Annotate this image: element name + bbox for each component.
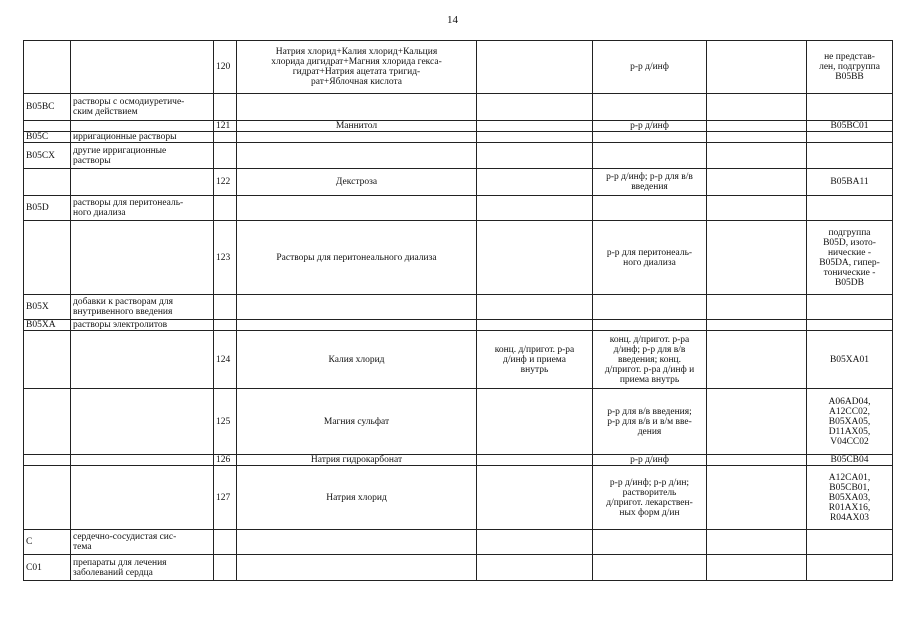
table-row: [24, 389, 893, 455]
atc-group-name-line: ским действием: [73, 107, 138, 117]
atc-group-name: [71, 41, 214, 94]
dosage-form-secondary-line: введения: [631, 182, 668, 192]
dosage-form-primary: [477, 555, 593, 581]
atc-code: [807, 221, 893, 295]
atc-group-name-line: растворы для перитонеаль-: [73, 198, 184, 208]
atc-code-line: A06AD04,: [828, 396, 871, 407]
atc-code-line: B05CB01,: [829, 482, 870, 493]
dosage-form-primary-line: конц. д/пригот. р-ра: [494, 344, 575, 355]
drug-name: [237, 196, 477, 221]
atc-code-line: B05XA01: [829, 354, 870, 365]
row-number: 126: [214, 455, 237, 466]
atc-code-line: нические -: [827, 247, 872, 258]
atc-group-code: [24, 455, 71, 466]
dosage-form-secondary: [593, 320, 707, 331]
drug-name: [237, 169, 477, 196]
atc-code-line: B05D, изото-: [823, 237, 876, 248]
drug-name: [237, 466, 477, 530]
row-number: 121: [214, 121, 237, 132]
note-cell: [707, 132, 807, 143]
note-cell: [707, 455, 807, 466]
dosage-form-primary: [477, 295, 593, 320]
drug-name: [237, 331, 477, 389]
dosage-form-primary: [477, 132, 593, 143]
dosage-form-secondary: [593, 389, 707, 455]
dosage-form-secondary: [593, 132, 707, 143]
atc-code: [807, 169, 893, 196]
dosage-form-secondary-line: р-р для в/в и в/м вве-: [607, 416, 692, 427]
atc-group-name: [71, 530, 214, 555]
dosage-form-primary: [477, 196, 593, 221]
note-cell: [707, 196, 807, 221]
atc-group-name: [71, 196, 214, 221]
atc-group-name: [71, 455, 214, 466]
atc-code: [807, 530, 893, 555]
note-cell: [707, 555, 807, 581]
dosage-form-secondary-line: введения; конц.: [617, 354, 682, 365]
dosage-form-secondary: [593, 143, 707, 169]
atc-code-line: A12CA01,: [828, 472, 871, 483]
table-row: [24, 455, 893, 466]
dosage-form-secondary: [593, 455, 707, 466]
note-cell: [707, 320, 807, 331]
atc-code-line: B05BC01: [830, 121, 869, 131]
dosage-form-primary: [477, 466, 593, 530]
note-cell: [707, 121, 807, 132]
atc-code-line: подгруппа: [828, 227, 871, 238]
atc-group-name-line: растворы с осмодиуретиче-: [73, 97, 185, 107]
row-number: 120: [214, 41, 237, 94]
row-number: [214, 295, 237, 320]
row-number: 125: [214, 389, 237, 455]
table-row: [24, 331, 893, 389]
dosage-form-primary: [477, 455, 593, 466]
atc-code: [807, 121, 893, 132]
drug-name: [237, 221, 477, 295]
atc-group-code: C01: [24, 555, 71, 581]
dosage-form-secondary-line: р-р д/инф; р-р для в/в: [606, 172, 693, 182]
dosage-form-primary-line: внутрь: [520, 364, 549, 375]
atc-code: [807, 555, 893, 581]
note-cell: [707, 331, 807, 389]
row-number: [214, 196, 237, 221]
atc-code-line: B05DB: [834, 277, 865, 288]
drug-name: [237, 530, 477, 555]
row-number: 122: [214, 169, 237, 196]
dosage-form-secondary-line: р-р для перитонеаль-: [606, 247, 693, 258]
drug-name-line: Натрия хлорид: [326, 492, 387, 503]
dosage-form-secondary: [593, 94, 707, 121]
dosage-form-secondary: [593, 121, 707, 132]
atc-group-name-line: другие ирригационные: [73, 145, 167, 156]
table-row: [24, 466, 893, 530]
drug-name-line: Растворы для перитонеального диализа: [276, 252, 437, 263]
atc-code: [807, 41, 893, 94]
drug-name: [237, 389, 477, 455]
atc-code-line: R01AX16,: [828, 502, 871, 513]
atc-group-code: [24, 221, 71, 295]
note-cell: [707, 530, 807, 555]
dosage-form-secondary-line: р-р д/инф: [630, 455, 669, 465]
atc-group-code: B05CX: [24, 143, 71, 169]
note-cell: [707, 221, 807, 295]
atc-code-line: B05BA11: [830, 177, 869, 187]
dosage-form-secondary: [593, 466, 707, 530]
drug-name: [237, 143, 477, 169]
table-row: [24, 555, 893, 581]
atc-group-name-line: ного диализа: [73, 208, 126, 218]
drug-name: [237, 295, 477, 320]
dosage-form-primary: [477, 41, 593, 94]
atc-code: [807, 295, 893, 320]
atc-group-name-line: тема: [73, 542, 92, 552]
drug-name: [237, 132, 477, 143]
note-cell: [707, 41, 807, 94]
drug-name-line: Декстроза: [335, 177, 378, 187]
table-row: [24, 320, 893, 331]
drug-name: [237, 41, 477, 94]
table-row: [24, 295, 893, 320]
row-number: 123: [214, 221, 237, 295]
dosage-form-primary: [477, 169, 593, 196]
row-number: [214, 132, 237, 143]
atc-code-line: B05XA05,: [828, 416, 871, 427]
dosage-form-secondary-line: д/инф; р-р для в/в: [613, 344, 686, 355]
atc-code: [807, 466, 893, 530]
dosage-form-primary: [477, 530, 593, 555]
atc-group-name: [71, 320, 214, 331]
row-number: 124: [214, 331, 237, 389]
atc-code-line: D11AX05,: [828, 426, 871, 437]
note-cell: [707, 389, 807, 455]
dosage-form-secondary: [593, 555, 707, 581]
atc-group-code: B05X: [24, 295, 71, 320]
dosage-form-primary: [477, 94, 593, 121]
drug-name-line: хлорида дигидрат+Магния хлорида гекса-: [271, 57, 442, 67]
atc-code: [807, 320, 893, 331]
table-row: [24, 221, 893, 295]
atc-group-name-line: растворы электролитов: [73, 320, 168, 330]
dosage-form-secondary: [593, 41, 707, 94]
atc-group-code: B05C: [24, 132, 71, 143]
atc-code-line: A12CC02,: [829, 406, 870, 417]
atc-code: [807, 331, 893, 389]
row-number: [214, 143, 237, 169]
atc-group-name: [71, 121, 214, 132]
note-cell: [707, 94, 807, 121]
atc-group-name: [71, 331, 214, 389]
dosage-form-primary: [477, 389, 593, 455]
row-number: [214, 320, 237, 331]
atc-group-name: [71, 143, 214, 169]
table-row: [24, 41, 893, 94]
table-row: [24, 196, 893, 221]
dosage-form-primary: [477, 121, 593, 132]
drug-name: [237, 455, 477, 466]
row-number: [214, 530, 237, 555]
atc-group-name-line: растворы: [73, 155, 111, 166]
dosage-form-secondary-line: конц. д/пригот. р-ра: [609, 334, 690, 345]
atc-code-line: тонические -: [823, 267, 876, 278]
drug-name-line: Магния сульфат: [323, 416, 390, 427]
atc-group-code: [24, 169, 71, 196]
drug-name-line: Натрия гидрокарбонат: [310, 455, 403, 465]
row-number: [214, 555, 237, 581]
atc-group-name: [71, 132, 214, 143]
atc-code-line: V04CC02: [830, 436, 869, 447]
atc-group-name: [71, 221, 214, 295]
dosage-form-secondary: [593, 169, 707, 196]
atc-group-code: [24, 389, 71, 455]
page-number: 14: [447, 14, 458, 26]
dosage-form-secondary: [593, 221, 707, 295]
row-number: [214, 94, 237, 121]
dosage-form-secondary: [593, 530, 707, 555]
dosage-form-primary-line: д/инф и приема: [503, 354, 566, 365]
table-row: [24, 121, 893, 132]
drug-name-line: Калия хлорид: [328, 354, 385, 365]
atc-group-name: [71, 389, 214, 455]
atc-code-line: B05DA, гипер-: [819, 257, 880, 268]
note-cell: [707, 143, 807, 169]
atc-group-name-line: внутривенного введения: [73, 307, 173, 317]
atc-code-line: B05CB04: [830, 455, 869, 465]
atc-code-line: B05BB: [835, 72, 864, 82]
drug-name-line: Маннитол: [335, 121, 378, 131]
drug-name: [237, 94, 477, 121]
atc-group-name-line: заболеваний сердца: [73, 567, 153, 578]
drug-name: [237, 320, 477, 331]
atc-code: [807, 389, 893, 455]
row-number: 127: [214, 466, 237, 530]
drug-table: [23, 40, 893, 581]
drug-name-line: рат+Яблочная кислота: [311, 77, 402, 87]
atc-group-name: [71, 295, 214, 320]
atc-group-code: [24, 466, 71, 530]
atc-group-name: [71, 169, 214, 196]
dosage-form-secondary-line: ного диализа: [623, 257, 676, 268]
note-cell: [707, 466, 807, 530]
atc-code: [807, 143, 893, 169]
atc-code: [807, 94, 893, 121]
atc-group-name-line: ирригационные растворы: [73, 132, 177, 142]
atc-group-name: [71, 94, 214, 121]
dosage-form-secondary: [593, 295, 707, 320]
drug-name: [237, 555, 477, 581]
drug-name: [237, 121, 477, 132]
dosage-form-secondary-line: растворитель: [622, 487, 677, 498]
atc-group-code: [24, 41, 71, 94]
drug-name-line: гидрат+Натрия ацетата тригид-: [292, 67, 421, 77]
atc-code-line: R04AX03: [829, 512, 870, 523]
dosage-form-secondary-line: р-р д/инф; р-р д/ин;: [609, 477, 690, 488]
atc-group-name-line: добавки к растворам для: [73, 297, 173, 307]
table-row: [24, 94, 893, 121]
table-row: [24, 169, 893, 196]
atc-code: [807, 455, 893, 466]
dosage-form-secondary-line: р-р д/инф: [630, 62, 669, 72]
atc-group-name-line: препараты для лечения: [73, 557, 167, 568]
table-row: [24, 530, 893, 555]
dosage-form-primary: [477, 331, 593, 389]
dosage-form-primary: [477, 143, 593, 169]
atc-code-line: лен, подгруппа: [819, 62, 880, 72]
dosage-form-secondary-line: приема внутрь: [619, 374, 680, 385]
table-row: [24, 143, 893, 169]
atc-group-code: B05D: [24, 196, 71, 221]
dosage-form-secondary-line: р-р д/инф: [630, 121, 669, 131]
atc-group-name-line: сердечно-сосудистая сис-: [73, 532, 177, 542]
atc-group-code: [24, 121, 71, 132]
note-cell: [707, 169, 807, 196]
atc-code: [807, 132, 893, 143]
dosage-form-secondary-line: дения: [637, 426, 662, 437]
dosage-form-secondary-line: ных форм д/ин: [619, 507, 680, 518]
atc-code-line: не представ-: [824, 52, 875, 62]
dosage-form-secondary: [593, 196, 707, 221]
table-row: [24, 132, 893, 143]
dosage-form-secondary-line: р-р для в/в введения;: [607, 406, 692, 417]
dosage-form-primary: [477, 320, 593, 331]
note-cell: [707, 295, 807, 320]
drug-name-line: Натрия хлорид+Калия хлорид+Кальция: [275, 47, 438, 57]
dosage-form-secondary-line: д/пригот. лекарствен-: [606, 497, 693, 508]
dosage-form-secondary: [593, 331, 707, 389]
atc-code: [807, 196, 893, 221]
atc-code-line: B05XA03,: [828, 492, 871, 503]
atc-group-code: B05BC: [24, 94, 71, 121]
atc-group-name: [71, 466, 214, 530]
dosage-form-primary: [477, 221, 593, 295]
atc-group-code: C: [24, 530, 71, 555]
atc-group-name: [71, 555, 214, 581]
atc-group-code: [24, 331, 71, 389]
atc-group-code: B05XA: [24, 320, 71, 331]
dosage-form-secondary-line: д/пригот. р-ра д/инф и: [604, 364, 695, 375]
